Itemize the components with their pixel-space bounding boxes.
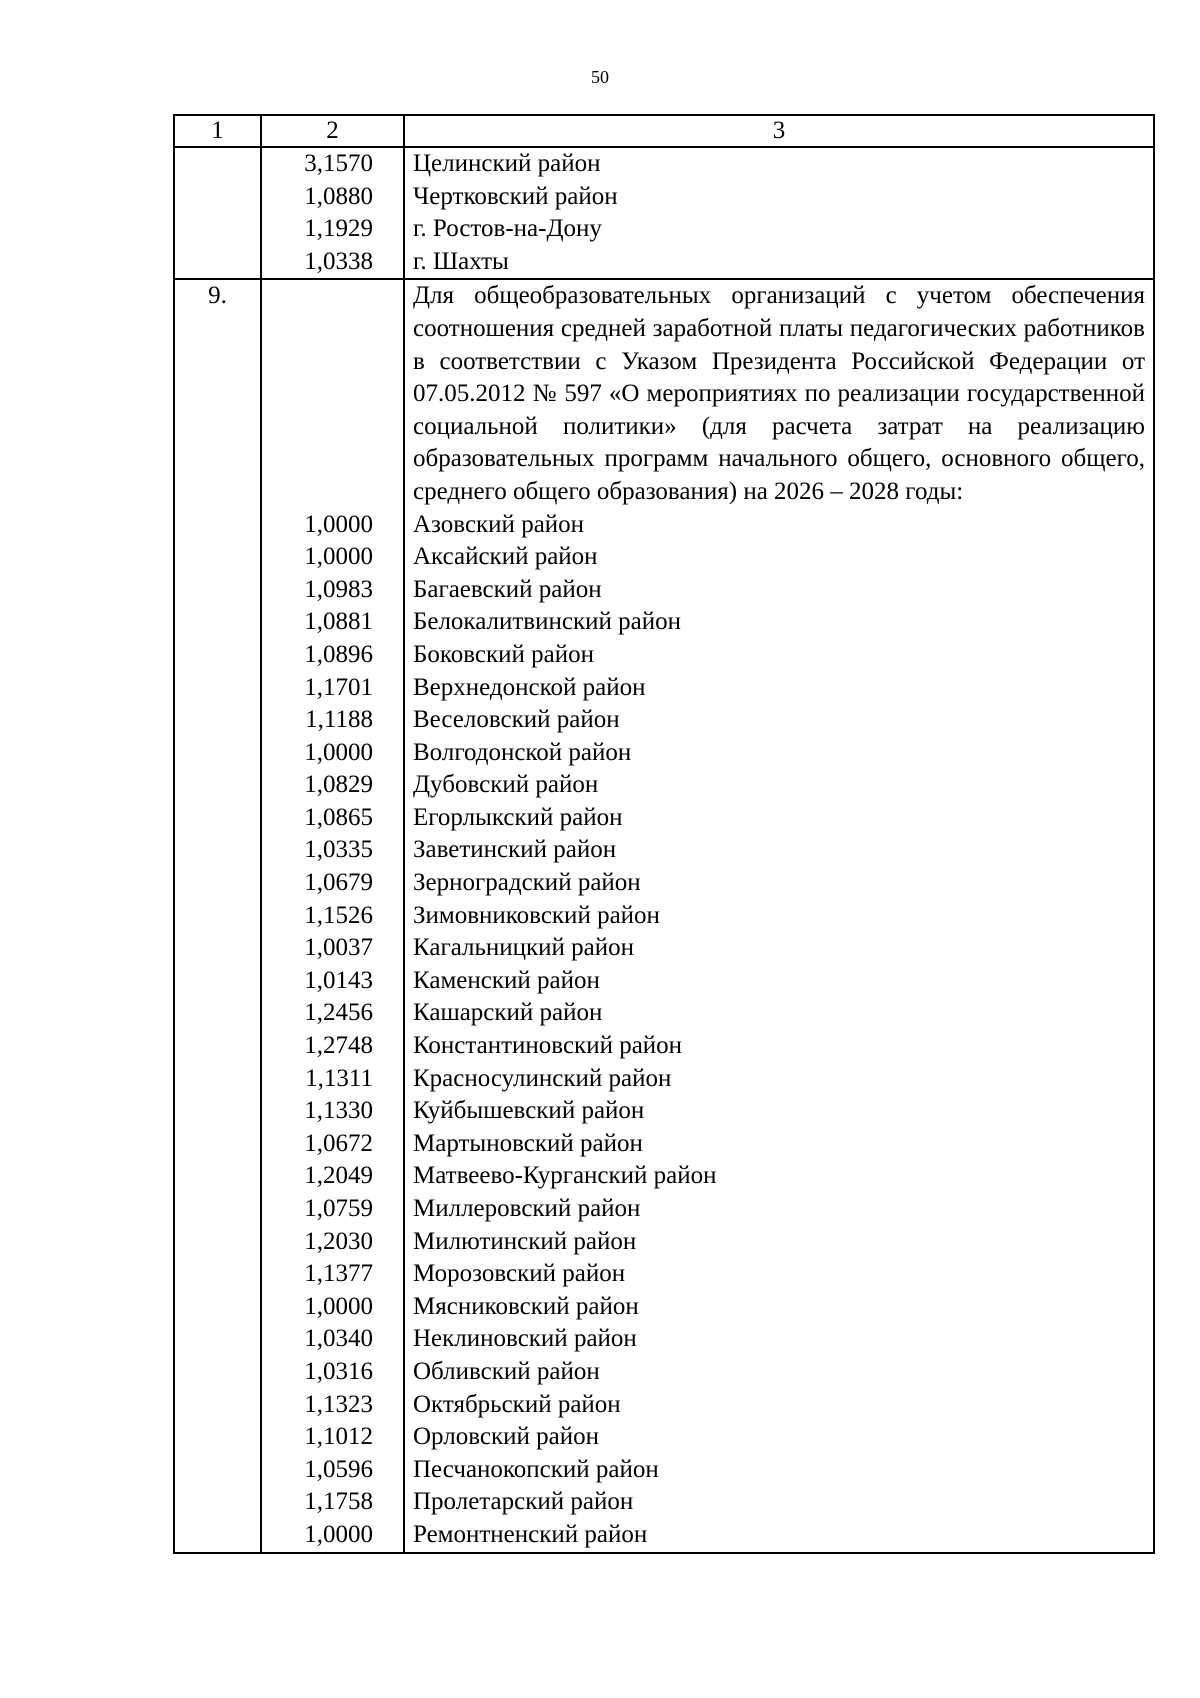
- section-number-cell: [174, 541, 261, 574]
- coefficient-value: 1,0896: [261, 639, 404, 672]
- coefficient-value: 1,0316: [261, 1356, 404, 1389]
- section-number-cell: [174, 606, 261, 639]
- section-number-cell: [174, 574, 261, 607]
- section-description: Для общеобразовательных организаций с учетом обеспечения соотношения средней заработной платы педагогических работников в соответствии с Указом Президента Российской Федерации от 07.05.2012 № 597 «О мероприятиях по реализации государственной социальной политики» (для расчета затрат на реализацию образовательных программ начального общего, основного общего, среднего общего образования) на 2026 – 2028 годы:: [413, 282, 1145, 505]
- table-row: [174, 802, 1154, 835]
- district-name: Мартыновский район: [404, 1128, 1154, 1161]
- section-number-cell: [174, 834, 261, 867]
- section-number-cell: [174, 1454, 261, 1487]
- district-name: г. Ростов-на-Дону: [404, 213, 1154, 246]
- district-name: Верхнедонской район: [404, 672, 1154, 705]
- section-number-cell: [174, 1063, 261, 1096]
- district-name: Дубовский район: [404, 769, 1154, 802]
- coefficient-value: 1,0983: [261, 574, 404, 607]
- section-number-cell: [174, 802, 261, 835]
- coefficient-value: 1,0037: [261, 932, 404, 965]
- coefficient-value: 1,0000: [261, 509, 404, 542]
- district-name: Морозовский район: [404, 1258, 1154, 1291]
- coefficient-value: 1,1701: [261, 672, 404, 705]
- district-name: Кашарский район: [404, 997, 1154, 1030]
- table-row: [174, 574, 1154, 607]
- district-name: Заветинский район: [404, 834, 1154, 867]
- table-row: [174, 246, 1154, 280]
- section-number-cell: [174, 769, 261, 802]
- district-name: Обливский район: [404, 1356, 1154, 1389]
- district-name: г. Шахты: [404, 246, 1154, 280]
- section-number-cell: [174, 1356, 261, 1389]
- section-number-cell: [174, 246, 261, 280]
- section-number-cell: [174, 147, 261, 181]
- table-row: [174, 672, 1154, 705]
- section-header-row: [174, 279, 1154, 508]
- district-name: Орловский район: [404, 1421, 1154, 1454]
- table-row: [174, 737, 1154, 770]
- district-name: Матвеево-Курганский район: [404, 1160, 1154, 1193]
- section-number-cell: [174, 1226, 261, 1259]
- header-cell-1: 1: [174, 115, 261, 147]
- table-row: [174, 1323, 1154, 1356]
- table-row: [174, 834, 1154, 867]
- section-number-cell: [174, 181, 261, 214]
- table-row: [174, 639, 1154, 672]
- district-name: Кагальницкий район: [404, 932, 1154, 965]
- section-number-cell: [174, 1389, 261, 1422]
- section-number-cell: [174, 704, 261, 737]
- table-row: [174, 1160, 1154, 1193]
- table-row: [174, 213, 1154, 246]
- coefficient-value: 1,0672: [261, 1128, 404, 1161]
- section-number-cell: [174, 1193, 261, 1226]
- coefficient-value: 1,0000: [261, 737, 404, 770]
- table-row: [174, 147, 1154, 181]
- district-name: Куйбышевский район: [404, 1095, 1154, 1128]
- coefficient-value: 1,0596: [261, 1454, 404, 1487]
- table-row: [174, 181, 1154, 214]
- coefficient-value: 1,2030: [261, 1226, 404, 1259]
- table-header-row: [174, 115, 1154, 147]
- table-row: [174, 965, 1154, 998]
- section-number-cell: [174, 1128, 261, 1161]
- table-row: [174, 1128, 1154, 1161]
- district-name: Константиновский район: [404, 1030, 1154, 1063]
- district-name: Веселовский район: [404, 704, 1154, 737]
- district-name: Миллеровский район: [404, 1193, 1154, 1226]
- district-name: Волгодонской район: [404, 737, 1154, 770]
- table-row: [174, 1421, 1154, 1454]
- section-number-cell: [174, 737, 261, 770]
- table-row: [174, 606, 1154, 639]
- table-row: [174, 1291, 1154, 1324]
- coefficient-value: 1,0143: [261, 965, 404, 998]
- coefficient-value: 1,0000: [261, 1291, 404, 1324]
- coefficient-value: 3,1570: [261, 147, 404, 181]
- table-row: [174, 541, 1154, 574]
- district-name: Егорлыкский район: [404, 802, 1154, 835]
- table-row: [174, 900, 1154, 933]
- table-row: [174, 1095, 1154, 1128]
- table-row: [174, 1258, 1154, 1291]
- table-row: [174, 1063, 1154, 1096]
- district-name: Октябрьский район: [404, 1389, 1154, 1422]
- section-number-cell: [174, 1095, 261, 1128]
- coefficient-value: 1,0000: [261, 541, 404, 574]
- empty-value-cell: [261, 279, 404, 508]
- district-name: Неклиновский район: [404, 1323, 1154, 1356]
- district-name: Багаевский район: [404, 574, 1154, 607]
- section-description-cell: [404, 279, 1154, 508]
- section-number-cell: [174, 1030, 261, 1063]
- coefficient-value: 1,0340: [261, 1323, 404, 1356]
- header-cell-3: 3: [404, 115, 1154, 147]
- section-number-cell: [174, 932, 261, 965]
- coefficient-value: 1,1012: [261, 1421, 404, 1454]
- header-cell-2: 2: [261, 115, 404, 147]
- table-row: [174, 704, 1154, 737]
- coefficient-value: 1,1330: [261, 1095, 404, 1128]
- section-number-cell: [174, 1160, 261, 1193]
- section-number-cell: [174, 1519, 261, 1553]
- section-number-cell: [174, 1421, 261, 1454]
- coefficient-value: 1,2748: [261, 1030, 404, 1063]
- district-name: Пролетарский район: [404, 1486, 1154, 1519]
- section-number-cell: [174, 900, 261, 933]
- coefficient-value: 1,1311: [261, 1063, 404, 1096]
- table-row: [174, 509, 1154, 542]
- section-number-cell: [174, 509, 261, 542]
- district-name: Мясниковский район: [404, 1291, 1154, 1324]
- section-number: 9.: [174, 279, 261, 508]
- section-number-cell: [174, 1323, 261, 1356]
- table-row: [174, 1454, 1154, 1487]
- coefficient-value: 1,1758: [261, 1486, 404, 1519]
- coefficient-value: 1,0881: [261, 606, 404, 639]
- district-name: Чертковский район: [404, 181, 1154, 214]
- coefficient-value: 1,0000: [261, 1519, 404, 1553]
- district-name: Азовский район: [404, 509, 1154, 542]
- table-row: [174, 1356, 1154, 1389]
- table-row: [174, 1030, 1154, 1063]
- section-number-cell: [174, 672, 261, 705]
- section-number-cell: [174, 213, 261, 246]
- section-number-cell: [174, 1486, 261, 1519]
- coefficient-value: 1,0829: [261, 769, 404, 802]
- coefficients-table: [173, 114, 1155, 1554]
- coefficient-value: 1,2049: [261, 1160, 404, 1193]
- coefficient-value: 1,1323: [261, 1389, 404, 1422]
- district-name: Милютинский район: [404, 1226, 1154, 1259]
- coefficient-value: 1,0338: [261, 246, 404, 280]
- district-name: Боковский район: [404, 639, 1154, 672]
- section-number-cell: [174, 965, 261, 998]
- coefficient-value: 1,0865: [261, 802, 404, 835]
- section-number-cell: [174, 1258, 261, 1291]
- table-row: [174, 1389, 1154, 1422]
- section-number-cell: [174, 1291, 261, 1324]
- section-number-cell: [174, 997, 261, 1030]
- district-name: Каменский район: [404, 965, 1154, 998]
- district-name: Красносулинский район: [404, 1063, 1154, 1096]
- table-body: [174, 115, 1154, 1553]
- district-name: Зимовниковский район: [404, 900, 1154, 933]
- district-name: Ремонтненский район: [404, 1519, 1154, 1553]
- table-row: [174, 932, 1154, 965]
- coefficient-value: 1,0679: [261, 867, 404, 900]
- coefficient-value: 1,0880: [261, 181, 404, 214]
- district-name: Белокалитвинский район: [404, 606, 1154, 639]
- table-row: [174, 997, 1154, 1030]
- coefficient-value: 1,1377: [261, 1258, 404, 1291]
- table-row: [174, 867, 1154, 900]
- coefficient-value: 1,0759: [261, 1193, 404, 1226]
- coefficient-value: 1,1188: [261, 704, 404, 737]
- district-name: Аксайский район: [404, 541, 1154, 574]
- district-name: Целинский район: [404, 147, 1154, 181]
- table-row: [174, 1486, 1154, 1519]
- page-number: 50: [591, 67, 609, 87]
- district-name: Песчанокопский район: [404, 1454, 1154, 1487]
- table-row: [174, 1226, 1154, 1259]
- table-row: [174, 1193, 1154, 1226]
- coefficient-value: 1,1929: [261, 213, 404, 246]
- coefficient-value: 1,0335: [261, 834, 404, 867]
- table-row: [174, 769, 1154, 802]
- coefficient-value: 1,2456: [261, 997, 404, 1030]
- table-row: [174, 1519, 1154, 1553]
- district-name: Зерноградский район: [404, 867, 1154, 900]
- coefficient-value: 1,1526: [261, 900, 404, 933]
- section-number-cell: [174, 639, 261, 672]
- section-number-cell: [174, 867, 261, 900]
